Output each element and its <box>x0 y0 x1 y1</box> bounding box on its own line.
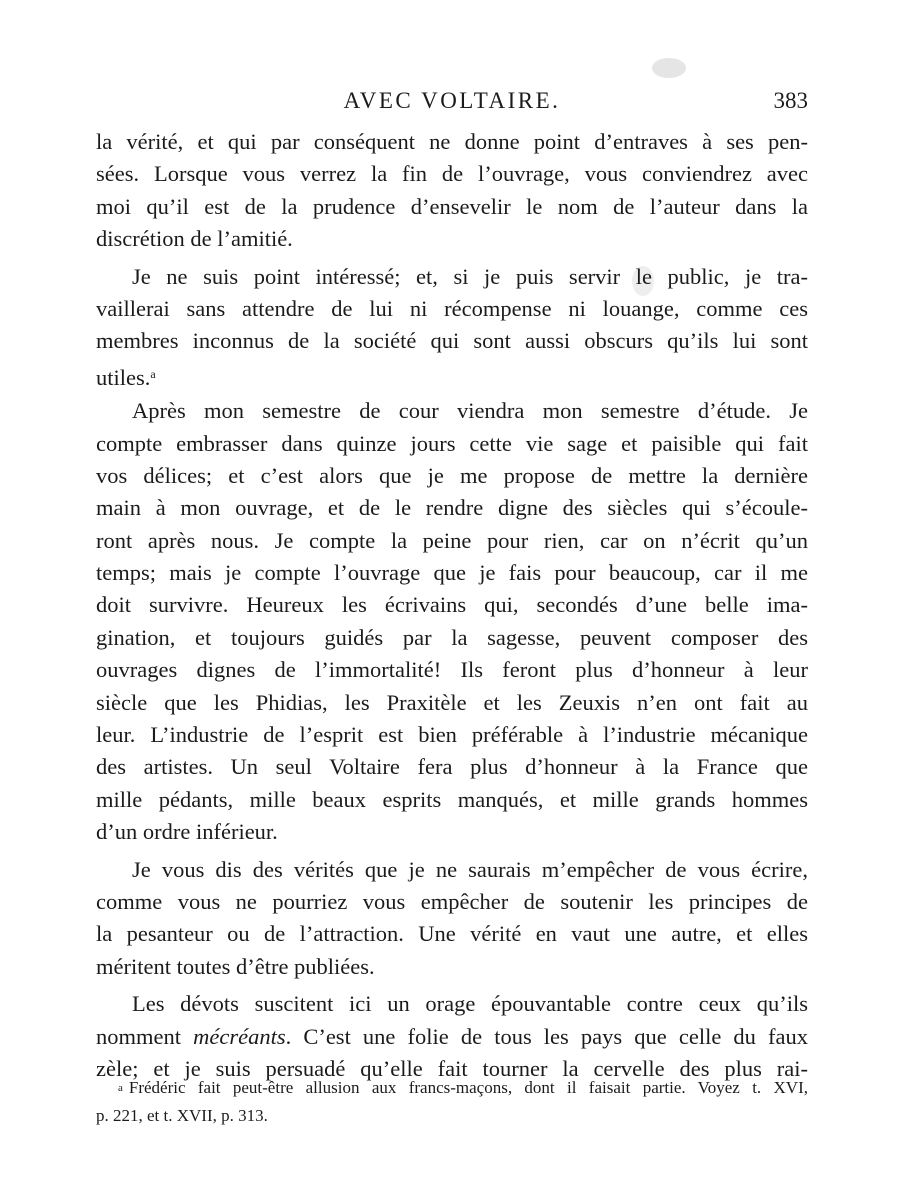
text-line: siècle que les Phidias, les Praxitèle et les Zeuxis n’en ont fait au <box>96 689 808 715</box>
footnote-marker: a <box>118 1082 123 1094</box>
text-line: ront après nous. Je compte la peine pour rien, car on n’écrit qu’un <box>96 527 808 553</box>
text-line: Après mon semestre de cour viendra mon semestre d’étude. Je <box>132 398 808 424</box>
footnote-line: p. 221, et t. XVII, p. 313. <box>96 1106 268 1125</box>
footnote-reference[interactable]: a <box>150 366 156 381</box>
text-line <box>96 1021 808 1053</box>
text-line: la vérité, et qui par conséquent ne donne point d’entraves à ses pen- <box>96 129 808 154</box>
text-line: d’un ordre inférieur. <box>96 819 278 845</box>
body-text <box>96 126 808 1085</box>
text-span: utiles. <box>96 364 151 390</box>
footnotes <box>96 1074 808 1130</box>
text-line: main à mon ouvrage, et de le rendre digne des siècles qui s’écoule- <box>96 495 808 521</box>
text-line: leur. L’industrie de l’esprit est bien préférable à l’industrie mécanique <box>96 722 808 748</box>
page-number: 383 <box>773 88 808 113</box>
text-line: temps; mais je compte l’ouvrage que je fais pour beaucoup, car il me <box>96 560 808 586</box>
text-line: ouvrages dignes de l’immortalité! Ils feront plus d’honneur à leur <box>96 657 808 683</box>
text-line: des artistes. Un seul Voltaire fera plus d’honneur à la France que <box>96 754 808 780</box>
text-line: mille pédants, mille beaux esprits manqués, et mille grands hommes <box>96 786 808 812</box>
text-line: comme vous ne pourriez vous empêcher de soutenir les principes de <box>96 888 808 914</box>
text-line: moi qu’il est de la prudence d’ensevelir le nom de l’auteur dans la <box>96 193 808 219</box>
text-line: membres inconnus de la société qui sont aussi obscurs qu’ils lui sont <box>96 328 808 354</box>
text-line: vaillerai sans attendre de lui ni récompense ni louange, comme ces <box>96 295 808 321</box>
running-title: AVEC VOLTAIRE. <box>343 88 561 113</box>
text-line: méritent toutes d’être publiées. <box>96 953 375 979</box>
text-line <box>96 358 808 390</box>
italic-word: mécréants <box>193 1023 286 1049</box>
text-span: . C’est une folie de tous les pays que celle du faux <box>285 1023 808 1049</box>
paper-stain <box>652 58 686 78</box>
text-line: zèle; et je suis persuadé qu’elle fait tourner la cervelle des plus rai- <box>96 1055 808 1081</box>
text-line: sées. Lorsque vous verrez la fin de l’ouvrage, vous conviendrez avec <box>96 161 808 187</box>
text-line: Les dévots suscitent ici un orage épouvantable contre ceux qu’ils <box>132 991 808 1017</box>
text-line: doit survivre. Heureux les écrivains qui, secondés d’une belle ima- <box>96 592 808 618</box>
running-head <box>96 84 808 118</box>
text-line: Je ne suis point intéressé; et, si je puis servir le public, je tra- <box>132 263 808 289</box>
text-line: vos délices; et c’est alors que je me propose de mettre la dernière <box>96 462 808 488</box>
text-line: gination, et toujours guidés par la sagesse, peuvent composer des <box>96 624 808 650</box>
text-line: discrétion de l’amitié. <box>96 226 293 252</box>
text-span: nomment <box>96 1023 181 1049</box>
text-line: Je vous dis des vérités que je ne saurais m’empêcher de vous écrire, <box>132 856 808 882</box>
text-line: la pesanteur ou de l’attraction. Une vérité en vaut une autre, et elles <box>96 921 808 947</box>
footnote-text: Frédéric fait peut-être allusion aux francs-maçons, dont il faisait partie. Voyez t. XVI, <box>128 1078 808 1097</box>
text-line: compte embrasser dans quinze jours cette vie sage et paisible qui fait <box>96 430 808 456</box>
footnote-line <box>96 1074 808 1102</box>
